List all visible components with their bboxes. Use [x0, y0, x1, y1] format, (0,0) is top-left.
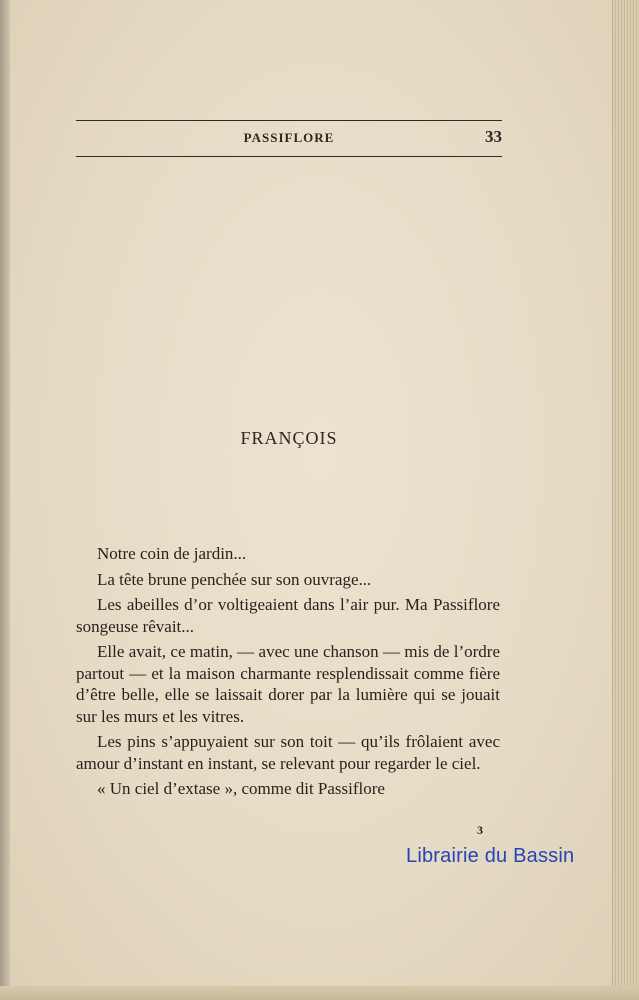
body-text: [76, 543, 500, 800]
page-bottom-edge: [0, 986, 639, 1000]
page-edges: [612, 0, 639, 1000]
header-rule-top: [76, 120, 502, 121]
paragraph: « Un ciel d’extase », comme dit Passiflore: [97, 779, 385, 798]
running-title: PASSIFLORE: [243, 130, 335, 145]
paragraph: La tête brune penchée sur son ouvrage...: [97, 569, 372, 589]
page-number: 33: [485, 127, 502, 146]
paragraph: Elle avait, ce matin, — avec une chanson — mis de l’ordre partout — et la maison charmante resplendissait comme fière d’être belle, elle se laissait dorer par la lumière qui se jouait sur les murs et les vitres.: [76, 642, 500, 726]
book-spine-shadow: [0, 0, 10, 1000]
paragraph: Notre coin de jardin...: [97, 544, 247, 563]
running-head: [76, 127, 502, 150]
header-rule-bottom: [76, 156, 502, 157]
paragraph: Les abeilles d’or voltigeaient dans l’air pur. Ma Passiflore songeuse rêvait...: [76, 595, 500, 636]
signature-mark: 3: [477, 823, 483, 837]
watermark-text: Librairie du Bassin: [406, 845, 575, 867]
paragraph: Les pins s’appuyaient sur son toit — qu’ils frôlaient avec amour d’instant en instant, se relevant pour regarder le ciel.: [76, 732, 500, 773]
chapter-title: FRANÇOIS: [240, 428, 338, 448]
